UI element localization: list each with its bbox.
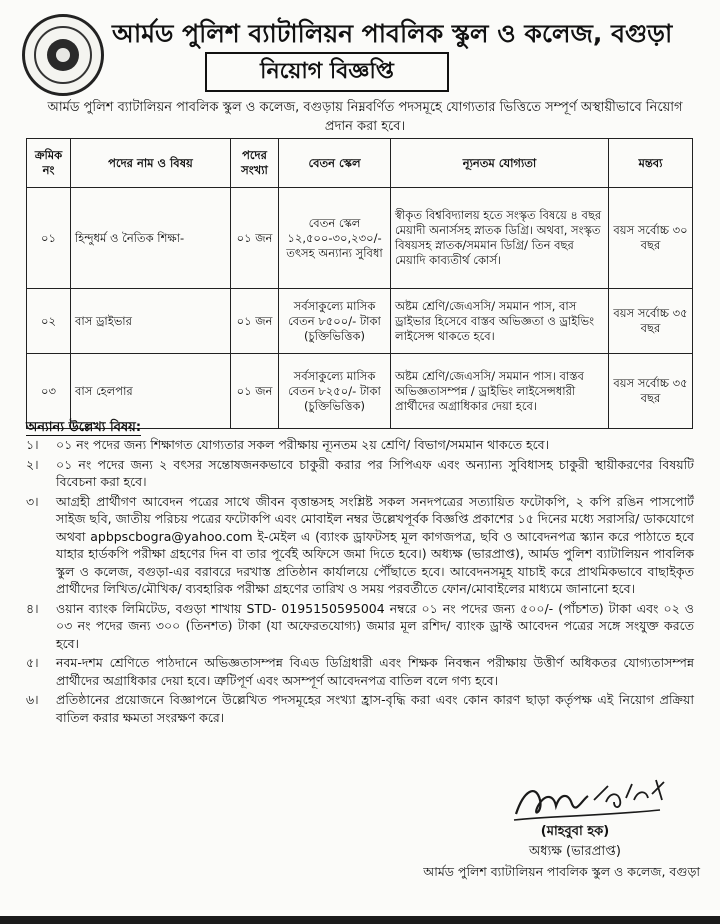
note-number: ৫। [26, 655, 39, 670]
intro-text: আর্মড পুলিশ ব্যাটালিয়ন পাবলিক স্কুল ও কলেজ, বগুড়ায় নিম্নবর্ণিত পদসমূহে যোগ্যতার ভিত্তিতে সম্পূর্ণ অস্থায়ীভাবে নিয়োগ প্রদান করা হবে। [47, 100, 683, 134]
bottom-edge-bar [0, 916, 720, 924]
col-header-remark: মন্তব্য [609, 139, 693, 188]
row-serial: ০৩ [27, 354, 71, 429]
row-qualification: স্বীকৃত বিশ্ববিদ্যালয় হতে সংস্কৃত বিষয়ে ৪ বছর মেয়াদী অনার্সসহ স্নাতক ডিগ্রি। অথবা, সংস্কৃত বিষয়সহ স্নাতক/সমমান ডিগ্রি/ তিন বছর মেয়াদি কাব্যতীর্থ কোর্স। [391, 188, 609, 289]
row-post: বাস হেলপার [71, 354, 231, 429]
row-count: ০১ জন [231, 289, 279, 354]
list-item [26, 493, 694, 598]
row-remark: বয়স সর্বোচ্চ ৩০ বছর [609, 188, 693, 289]
col-header-post: পদের নাম ও বিষয় [71, 139, 231, 188]
posts-table [26, 138, 693, 429]
institution-logo [22, 14, 104, 96]
col-header-count: পদের সংখ্যা [231, 139, 279, 188]
row-post: বাস ড্রাইভার [71, 289, 231, 354]
note-text: ০১ নং পদের জন্য শিক্ষাগত যোগ্যতার সকল পরীক্ষায় ন্যূনতম ২য় শ্রেণি/ বিভাগ/সমমান থাকতে হবে। [56, 437, 550, 452]
note-text: আগ্রহী প্রার্থীগণ আবেদন পত্রের সাথে জীবন বৃত্তান্তসহ সংশ্লিষ্ট সকল সনদপত্রের সত্যায়িত ফটোকপি, ২ কপি রঙিন পাসপোর্ট সাইজ ছবি, জাতীয় পরিচয় পত্রের ফটোকপি এবং মোবাইল নম্বর উল্লেখপূর্বক বিজ্ঞপ্তি প্রকাশের ১৫ দিনের মধ্যে সরাসরি/ ডাকযোগে অথবা apbpscbogra@yahoo.com ই-মেইল এ (ব্যাংক ড্রাফটসহ মূল কাগজপত্র, ছবি ও আবেদনপত্র স্ক্যান করে পাঠাতে হবে যাহার হার্ডকপি পরীক্ষা গ্রহণের দিন বা তার পূর্বেই অফিসে জমা দিতে হবে।) অধ্যক্ষ (ভারপ্রাপ্ত), আর্মড পুলিশ ব্যাটালিয়ন পাবলিক স্কুল ও কলেজ, বগুড়া-এর বরাবরে দরখাস্ত প্রতিষ্ঠান কার্যালয়ে পৌঁছাতে হবে। আবেদনসমূহ যাচাই করে প্রাথমিকভাবে বাছাইকৃত প্রার্থীদের লিখিত/মৌখিক/ ব্যবহারিক পরীক্ষা গ্রহণের তারিখ ও সময় পরবর্তীতে ফোন/মোবাইলের মাধ্যমে জানানো হবে। [56, 493, 694, 596]
col-header-salary: বেতন স্কেল [279, 139, 391, 188]
row-serial: ০২ [27, 289, 71, 354]
note-text: প্রতিষ্ঠানের প্রয়োজনে বিজ্ঞাপনে উল্লেখিত পদসমূহের সংখ্যা হ্রাস-বৃদ্ধি করা এবং কোন কারণ ছাড়া কর্তৃপক্ষ এই নিয়োগ প্রক্রিয়া বাতিল করার ক্ষমতা সংরক্ষণ করে। [56, 692, 694, 725]
row-salary: সর্বসাকুল্যে মাসিক বেতন ৮২৫০/- টাকা (চুক্তিভিত্তিক) [279, 354, 391, 429]
table-row [27, 188, 693, 289]
col-header-qualification: ন্যূনতম যোগ্যতা [391, 139, 609, 188]
table-row [27, 289, 693, 354]
list-item [26, 456, 694, 491]
notes-list [26, 436, 694, 728]
note-number: ৪। [26, 600, 39, 616]
row-remark: বয়স সর্বোচ্চ ৩৫ বছর [609, 289, 693, 354]
institution-title: আর্মড পুলিশ ব্যাটালিয়ন পাবলিক স্কুল ও কলেজ, বগুড়া [112, 19, 673, 48]
handwritten-signature [510, 770, 670, 828]
row-salary: সর্বসাকুল্যে মাসিক বেতন ৮৫০০/- টাকা (চুক্তিভিত্তিক) [279, 289, 391, 354]
note-text: ০১ নং পদের জন্য ২ বৎসর সন্তোষজনকভাবে চাকুরী করার পর সিপিএফ এবং অন্যান্য সুবিধাসহ চাকুরী স্থায়ীকরণের বিষয়টি বিবেচনা করা হবে। [56, 456, 694, 489]
row-post: হিন্দুধর্ম ও নৈতিক শিক্ষা- [71, 188, 231, 289]
note-number: ৬। [26, 692, 39, 707]
list-item [26, 691, 694, 726]
row-qualification: অষ্টম শ্রেণি/জেএসসি/ সমমান পাস, বাস ড্রাইভার হিসেবে বাস্তব অভিজ্ঞতা ও ড্রাইভিং লাইসেন্স থাকতে হবে। [391, 289, 609, 354]
row-count: ০১ জন [231, 354, 279, 429]
row-qualification: অষ্টম শ্রেণি/জেএসসি/ সমমান পাস। বাস্তব অভিজ্ঞতাসম্পন্ন / ড্রাইভিং লাইসেন্সধারী প্রার্থীদের অগ্রাধিকার দেয়া হবে। [391, 354, 609, 429]
note-number: ৩। [26, 493, 39, 509]
signatory-title: অধ্যক্ষ (ভারপ্রাপ্ত) [529, 844, 621, 859]
row-remark: বয়স সর্বোচ্চ ৩৫ বছর [609, 354, 693, 429]
list-item [26, 436, 694, 454]
note-text: নবম-দশম শ্রেণিতে পাঠদানে অভিজ্ঞতাসম্পন্ন বিএড ডিগ্রিধারী এবং শিক্ষক নিবন্ধন পরীক্ষায় উত্তীর্ণ অধিকতর যোগ্যতাসম্পন্ন প্রার্থীদের অগ্রাধিকার দেয়া হবে। ত্রুটিপূর্ণ এবং অসম্পূর্ণ আবেদনপত্র বাতিল বলে গণ্য হবে। [56, 655, 694, 688]
list-item [26, 600, 694, 653]
other-notes-heading: অন্যান্য উল্লেখ্য বিষয়: [26, 420, 142, 435]
note-number: ২। [26, 456, 39, 472]
note-text: ওয়ান ব্যাংক লিমিটেড, বগুড়া শাখায় STD- 0195150595004 নম্বরে ০১ নং পদের জন্য ৫০০/- (পাঁচশত) টাকা এবং ০২ ও ০৩ নং পদের জন্য ৩০০ (তিনশত) টাকা (যা অফেরতযোগ্য) জমার মূল রশিদ/ ব্যাংক ড্রাফ্ট আবেদন পত্রের সঙ্গে সংযুক্ত করতে হবে। [56, 600, 694, 651]
notice-heading: নিয়োগ বিজ্ঞপ্তি [205, 52, 449, 92]
signatory-institution: আর্মড পুলিশ ব্যাটালিয়ন পাবলিক স্কুল ও কলেজ, বগুড়া [423, 864, 700, 879]
row-serial: ০১ [27, 188, 71, 289]
table-header-row [27, 139, 693, 188]
signatory-name: (মাহবুবা হক) [540, 824, 610, 839]
note-number: ১। [26, 437, 39, 452]
row-salary: বেতন স্কেল ১২,৫০০-৩০,২৩০/- তৎসহ অন্যান্য সুবিধা [279, 188, 391, 289]
col-header-serial: ক্রমিক নং [27, 139, 71, 188]
list-item [26, 654, 694, 689]
row-count: ০১ জন [231, 188, 279, 289]
emblem-icon [47, 39, 79, 71]
